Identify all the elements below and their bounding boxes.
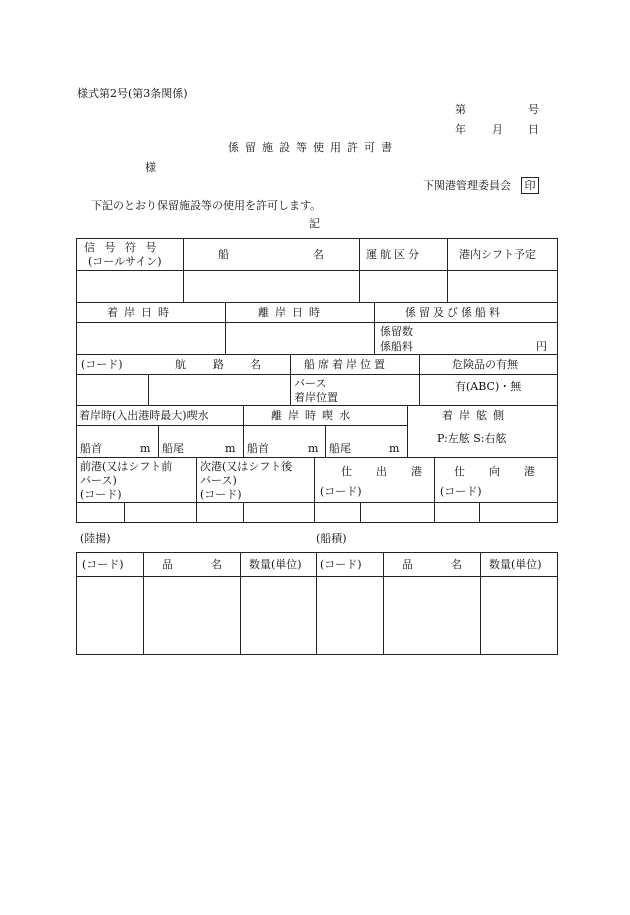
dest-port-label: 仕向港 bbox=[454, 465, 559, 478]
load-item-header-a: 品 bbox=[402, 558, 413, 571]
unload-code-header: (コード) bbox=[82, 558, 124, 571]
route-label-b: 路 bbox=[213, 358, 224, 371]
navigation-class-label: 運航区分 bbox=[366, 248, 422, 261]
ki-label: 記 bbox=[309, 217, 320, 230]
berth-position-label: 船席着岸位置 bbox=[304, 358, 388, 371]
prev-port-label: 前港(又はシフト前 bbox=[80, 460, 173, 473]
prev-port-sublabel: バース) bbox=[80, 474, 117, 487]
unload-item-header-b: 名 bbox=[211, 558, 222, 571]
mooring-charge-label: 係船料 bbox=[380, 340, 413, 353]
form-number: 様式第2号(第3条関係) bbox=[77, 87, 188, 100]
origin-port-label: 仕出港 bbox=[341, 465, 446, 478]
ship-name-label-a: 船 bbox=[218, 248, 229, 261]
doc-no-prefix: 第 bbox=[455, 103, 466, 116]
next-port-sublabel: バース) bbox=[200, 474, 237, 487]
shift-plan-label: 港内シフト予定 bbox=[459, 248, 536, 261]
hazard-value: 有(ABC)・無 bbox=[455, 380, 522, 393]
load-code-header: (コード) bbox=[320, 558, 362, 571]
load-item-header-b: 名 bbox=[451, 558, 462, 571]
date-day: 日 bbox=[528, 123, 539, 136]
depart-time-label: 離岸日時 bbox=[258, 306, 326, 319]
next-port-label: 次港(又はシフト後 bbox=[200, 460, 293, 473]
addressee-suffix: 様 bbox=[145, 161, 156, 174]
m-unit-2: m bbox=[225, 442, 236, 455]
next-port-code: (コード) bbox=[200, 488, 242, 501]
body-text: 下記のとおり保留施設等の使用を許可します。 bbox=[91, 199, 322, 212]
call-sign-label: 信 号 符 号 bbox=[84, 241, 160, 254]
ship-name-label-b: 名 bbox=[313, 248, 324, 261]
depart-draft-label: 離岸時喫水 bbox=[271, 409, 356, 422]
yen-unit: 円 bbox=[536, 340, 547, 353]
date-year: 年 bbox=[455, 123, 466, 136]
side-values: P:左舷 S:右舷 bbox=[437, 432, 507, 445]
berth-time-label: 着岸日時 bbox=[107, 306, 175, 319]
bow-label-2: 船首 bbox=[247, 442, 269, 455]
m-unit-3: m bbox=[308, 442, 319, 455]
load-label: (船積) bbox=[316, 532, 347, 545]
date-month: 月 bbox=[492, 123, 503, 136]
m-unit-4: m bbox=[389, 442, 400, 455]
load-qty-header: 数量(単位) bbox=[489, 558, 542, 571]
unload-item-header-a: 品 bbox=[162, 558, 173, 571]
issuer-name: 下関港管理委員会 bbox=[423, 179, 511, 192]
stern-label-2: 船尾 bbox=[329, 442, 351, 455]
unload-label: (陸揚) bbox=[80, 532, 111, 545]
mooring-fee-label: 係留及び係船料 bbox=[405, 306, 503, 319]
dest-port-code: (コード) bbox=[440, 485, 482, 498]
seal-mark: 印 bbox=[521, 177, 539, 194]
origin-port-code: (コード) bbox=[320, 485, 362, 498]
unload-qty-header: 数量(単位) bbox=[249, 558, 302, 571]
call-sign-sublabel: (コールサイン) bbox=[88, 255, 162, 268]
document-title: 係留施設等使用許可書 bbox=[228, 141, 398, 154]
route-code-label: (コード) bbox=[81, 358, 123, 371]
berth-sublabel: バース bbox=[294, 377, 327, 390]
prev-port-code: (コード) bbox=[80, 488, 122, 501]
cargo-table bbox=[76, 552, 558, 655]
bow-label-1: 船首 bbox=[80, 442, 102, 455]
stern-label-1: 船尾 bbox=[162, 442, 184, 455]
hazard-label: 危険品の有無 bbox=[452, 358, 518, 371]
route-label-c: 名 bbox=[250, 358, 261, 371]
mooring-count-label: 係留数 bbox=[380, 325, 413, 338]
berth-position-sublabel: 着岸位置 bbox=[294, 391, 338, 404]
berth-side-label: 着岸舷側 bbox=[442, 409, 510, 422]
m-unit-1: m bbox=[140, 442, 151, 455]
route-label-a: 航 bbox=[175, 358, 186, 371]
doc-no-suffix: 号 bbox=[528, 103, 539, 116]
berth-draft-label: 着岸時(入出港時最大)喫水 bbox=[79, 409, 209, 422]
